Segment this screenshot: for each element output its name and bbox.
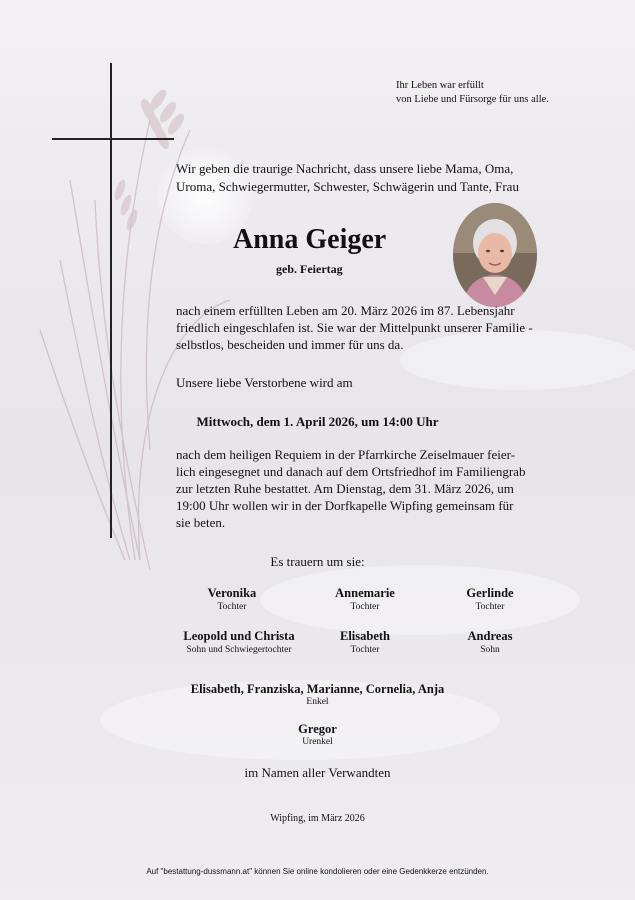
- deceased-name: Anna Geiger: [233, 224, 387, 255]
- paragraph-line: lich eingesegnet und danach auf dem Ortsfriedhof im Familiengrab: [176, 464, 526, 479]
- mourner: [405, 586, 575, 614]
- burial-intro: Unsere liebe Verstorbene wird am: [176, 375, 353, 390]
- paragraph-line: selbstlos, bescheiden und immer für uns da.: [176, 337, 404, 352]
- intro-text: [176, 160, 519, 196]
- paragraph-line: zur letzten Ruhe bestattet. Am Dienstag, dem 31. März 2026, um: [176, 481, 514, 496]
- cross-vertical-bar: [110, 63, 112, 538]
- motto-line: von Liebe und Fürsorge für uns alle.: [396, 94, 549, 105]
- grandchildren-relation: Enkel: [306, 697, 329, 707]
- mourner-relation: Tochter: [350, 645, 380, 655]
- grandchildren: [0, 682, 635, 709]
- paragraph-line: friedlich eingeschlafen ist. Sie war der Mittelpunkt unserer Familie -: [176, 320, 533, 335]
- mourner-name: Veronika: [207, 586, 257, 600]
- mourner-name: Elisabeth: [339, 629, 390, 643]
- maiden-name: geb. Feiertag: [276, 262, 343, 276]
- all-relatives-line: im Namen aller Verwandten: [244, 765, 391, 780]
- ceremony-details: [176, 446, 525, 531]
- intro-line: Uroma, Schwiegermutter, Schwester, Schwägerin und Tante, Frau: [176, 179, 519, 194]
- motto-line: Ihr Leben war erfüllt: [396, 80, 484, 91]
- mourner-name: Gerlinde: [466, 586, 514, 600]
- mourners-heading: Es trauern um sie:: [270, 554, 365, 569]
- mourner-relation: Sohn: [480, 645, 500, 655]
- cross-horizontal-bar: [52, 138, 174, 140]
- mourner-relation: Tochter: [217, 602, 247, 612]
- footer-note: Auf "bestattung-dussmann.at" können Sie online kondolieren oder eine Gedenkkerze entzünden.: [146, 867, 489, 876]
- mourner-relation: Tochter: [475, 602, 505, 612]
- intro-line: Wir geben die traurige Nachricht, dass unsere liebe Mama, Oma,: [176, 161, 514, 176]
- place-date: Wipfing, im März 2026: [270, 813, 365, 824]
- motto: [396, 79, 549, 107]
- great-grandchildren-relation: Urenkel: [302, 737, 333, 747]
- portrait-photo: [453, 203, 537, 307]
- mourner-relation: Tochter: [350, 602, 380, 612]
- paragraph-line: nach einem erfüllten Leben am 20. März 2026 im 87. Lebensjahr: [176, 303, 515, 318]
- paragraph-line: 19:00 Uhr wollen wir in der Dorfkapelle Wipfing gemeinsam für: [176, 498, 514, 513]
- mourner: [405, 629, 575, 657]
- paragraph-line: nach dem heiligen Requiem in der Pfarrkirche Zeiselmauer feier-: [176, 447, 516, 462]
- great-grandchildren-names: Gregor: [298, 722, 337, 736]
- paragraph-line: sie beten.: [176, 515, 226, 530]
- mourner-relation: Sohn und Schwiegertochter: [186, 645, 292, 655]
- mourner-name: Leopold und Christa: [183, 629, 295, 643]
- mourner-name: Andreas: [467, 629, 513, 643]
- mourner-name: Annemarie: [335, 586, 395, 600]
- great-grandchildren: [0, 722, 635, 749]
- ceremony-date: Mittwoch, dem 1. April 2026, um 14:00 Uhr: [196, 414, 439, 429]
- grandchildren-names: Elisabeth, Franziska, Marianne, Cornelia, Anja: [190, 682, 445, 696]
- obituary-paragraph: [176, 302, 533, 353]
